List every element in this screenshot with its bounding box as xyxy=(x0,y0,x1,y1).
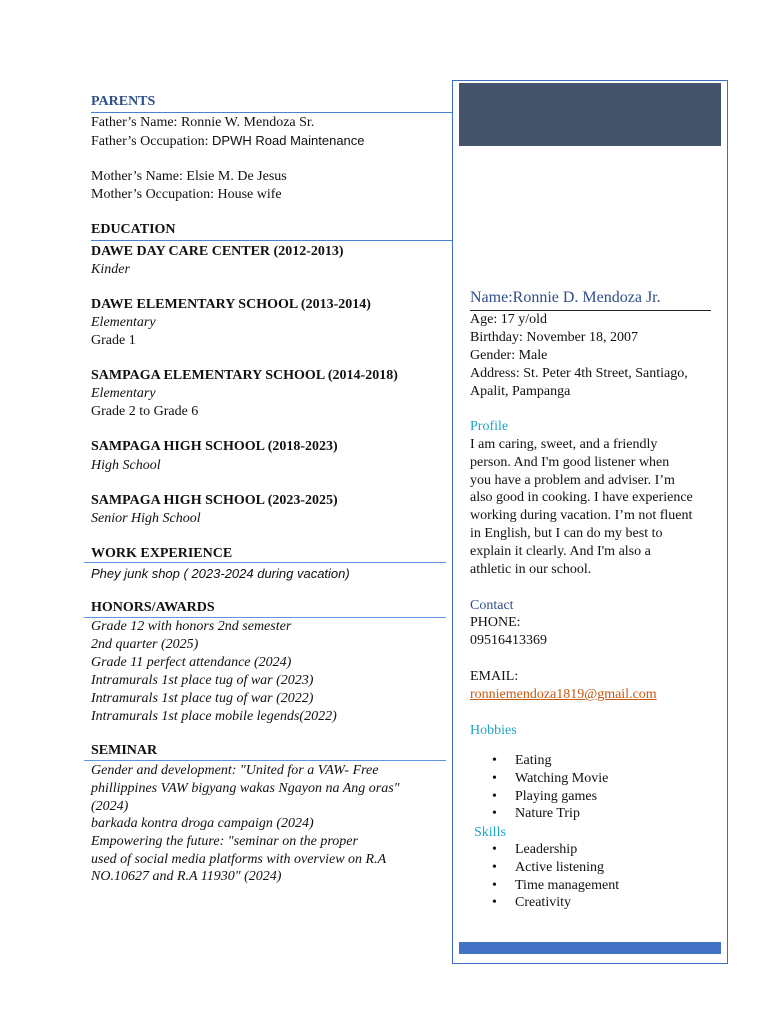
honors-item: 2nd quarter (2025) xyxy=(91,637,199,652)
contact-heading: Contact xyxy=(470,598,514,613)
skill-item: • Leadership xyxy=(470,841,619,859)
person-address: Apalit, Pampanga xyxy=(470,384,571,399)
person-address: Address: St. Peter 4th Street, Santiago, xyxy=(470,366,688,381)
seminar-rule xyxy=(84,760,446,761)
school-grade: Grade 1 xyxy=(91,333,136,348)
profile-line: I am caring, sweet, and a friendly xyxy=(470,437,658,452)
profile-line: person. And I'm good listener when xyxy=(470,455,670,470)
sidebar-footer-bar xyxy=(459,942,721,954)
school-level: Senior High School xyxy=(91,511,201,526)
profile-line: in English, but I can do my best to xyxy=(470,526,663,541)
mother-occupation: Mother’s Occupation: House wife xyxy=(91,187,282,202)
work-rule xyxy=(84,562,446,563)
honors-item: Intramurals 1st place tug of war (2022) xyxy=(91,691,314,706)
honors-item: Grade 11 perfect attendance (2024) xyxy=(91,655,292,670)
person-age: Age: 17 y/old xyxy=(470,312,547,327)
seminar-line: barkada kontra droga campaign (2024) xyxy=(91,816,314,831)
skill-item: • Creativity xyxy=(470,894,619,912)
person-name: Name:Ronnie D. Mendoza Jr. xyxy=(470,289,661,306)
skills-list xyxy=(470,841,619,912)
seminar-line: Empowering the future: "seminar on the proper xyxy=(91,834,358,849)
school-name: DAWE ELEMENTARY SCHOOL (2013-2014) xyxy=(91,297,371,312)
school-name: SAMPAGA HIGH SCHOOL (2018-2023) xyxy=(91,439,338,454)
father-occupation-label: Father’s Occupation: xyxy=(91,134,213,149)
school-name: SAMPAGA HIGH SCHOOL (2023-2025) xyxy=(91,493,338,508)
profile-line: athletic in our school. xyxy=(470,562,592,577)
hobby-item: • Playing games xyxy=(470,788,608,806)
skill-item: • Active listening xyxy=(470,859,619,877)
profile-line: working during vacation. I’m not fluent xyxy=(470,508,693,523)
education-rule xyxy=(91,240,452,241)
seminar-line: NO.10627 and R.A 11930" (2024) xyxy=(91,869,282,884)
profile-line: you have a problem and adviser. I’m xyxy=(470,473,675,488)
seminar-line: Gender and development: "United for a VAW- Free xyxy=(91,763,379,778)
hobbies-heading: Hobbies xyxy=(470,723,517,738)
profile-line: also good in cooking. I have experience xyxy=(470,490,693,505)
profile-line: explain it clearly. And I'm also a xyxy=(470,544,651,559)
mother-name: Mother’s Name: Elsie M. De Jesus xyxy=(91,169,287,184)
father-name: Father’s Name: Ronnie W. Mendoza Sr. xyxy=(91,115,315,130)
parents-rule xyxy=(91,112,452,113)
education-heading: EDUCATION xyxy=(91,222,176,237)
father-occupation-value: DPWH Road Maintenance xyxy=(212,133,365,148)
school-level: Kinder xyxy=(91,262,130,277)
school-level: Elementary xyxy=(91,386,156,401)
profile-heading: Profile xyxy=(470,419,509,434)
hobby-item: • Eating xyxy=(470,752,608,770)
email-label: EMAIL: xyxy=(470,669,519,684)
seminar-line: used of social media platforms with overview on R.A xyxy=(91,852,387,867)
father-occupation xyxy=(91,132,365,151)
honors-item: Intramurals 1st place mobile legends(2022) xyxy=(91,709,337,724)
school-level: Elementary xyxy=(91,315,156,330)
honors-item: Intramurals 1st place tug of war (2023) xyxy=(91,673,314,688)
seminar-line: phillippines VAW bigyang wakas Ngayon na Ang oras" xyxy=(91,781,400,796)
school-level: High School xyxy=(91,458,161,473)
sidebar-header-bar xyxy=(459,83,721,146)
person-birthday: Birthday: November 18, 2007 xyxy=(470,330,638,345)
hobby-item: • Nature Trip xyxy=(470,805,608,823)
hobby-item: • Watching Movie xyxy=(470,770,608,788)
email-link[interactable]: ronniemendoza1819@gmail.com xyxy=(470,687,657,702)
school-name: SAMPAGA ELEMENTARY SCHOOL (2014-2018) xyxy=(91,368,398,383)
phone-number: 09516413369 xyxy=(470,633,547,648)
school-grade: Grade 2 to Grade 6 xyxy=(91,404,199,419)
seminar-line: (2024) xyxy=(91,799,129,814)
honors-heading: HONORS/AWARDS xyxy=(91,600,215,615)
phone-label: PHONE: xyxy=(470,615,521,630)
honors-item: Grade 12 with honors 2nd semester xyxy=(91,619,292,634)
skill-item: • Time management xyxy=(470,877,619,895)
school-name: DAWE DAY CARE CENTER (2012-2013) xyxy=(91,244,344,259)
skills-heading: Skills xyxy=(474,825,506,840)
seminar-heading: SEMINAR xyxy=(91,743,158,758)
parents-heading: PARENTS xyxy=(91,94,156,109)
hobbies-list xyxy=(470,752,608,823)
person-gender: Gender: Male xyxy=(470,348,548,363)
work-item: Phey junk shop ( 2023-2024 during vacation) xyxy=(91,566,350,581)
work-heading: WORK EXPERIENCE xyxy=(91,546,233,561)
